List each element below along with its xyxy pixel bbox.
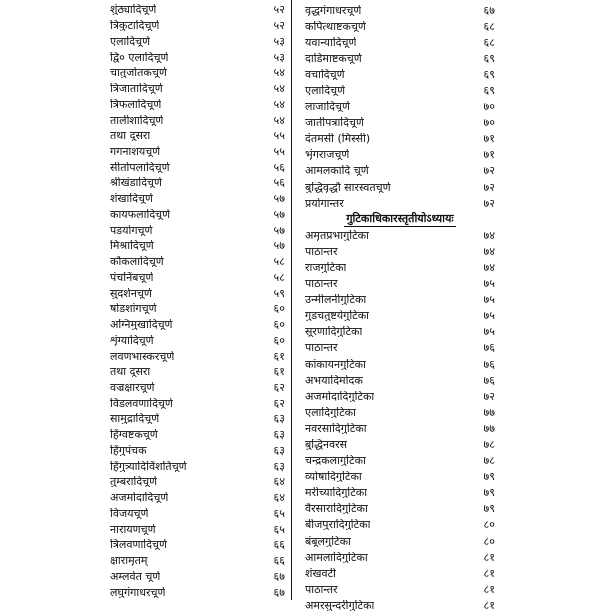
entry-page-number: ७७ [483, 405, 495, 419]
index-entry [305, 565, 495, 581]
index-entry [305, 420, 495, 436]
entry-title: नवरसादिगुटिका [305, 422, 367, 434]
index-entry [110, 112, 285, 128]
entry-title: कायफलादिचूर्ण [110, 208, 171, 220]
entry-page-number: ६४ [273, 475, 285, 489]
entry-page-number: ५७ [273, 207, 285, 221]
entry-page-number: ७० [483, 100, 495, 114]
entry-page-number: ६३ [273, 459, 285, 473]
entry-title: दाडिमाष्टकचूर्ण [305, 52, 362, 64]
entry-title: क्षारामृतम् [110, 555, 148, 567]
index-entry [305, 34, 495, 50]
index-entry [110, 18, 285, 34]
entry-title: विडलवणादिचूर्ण [110, 397, 173, 409]
entry-page-number: ५८ [273, 255, 285, 269]
index-entry [110, 443, 285, 459]
entry-page-number: ६१ [273, 349, 285, 363]
index-entry [110, 222, 285, 238]
entry-title: त्रिफलादिचूर्ण [110, 98, 162, 110]
entry-page-number: ५२ [273, 3, 285, 17]
index-entry [305, 388, 495, 404]
entry-page-number: ६५ [273, 522, 285, 536]
entry-title: नारायणचूर्ण [110, 523, 156, 535]
entry-page-number: ५८ [273, 270, 285, 284]
entry-page-number: ७४ [483, 244, 495, 258]
index-entry [110, 568, 285, 584]
index-entry [110, 364, 285, 380]
entry-page-number: ७५ [483, 277, 495, 291]
index-entry [110, 33, 285, 49]
entry-page-number: ६६ [273, 554, 285, 568]
entry-page-number: ७८ [483, 437, 495, 451]
index-entry [110, 191, 285, 207]
entry-page-number: ६० [273, 318, 285, 332]
entry-title: तथा दूसरा [110, 366, 151, 378]
entry-page-number: ५२ [273, 19, 285, 33]
index-entry [305, 501, 495, 517]
entry-page-number: ८१ [483, 550, 495, 564]
index-entry [305, 99, 495, 115]
entry-title: लवणभास्करचूर्ण [110, 350, 175, 362]
index-entry [110, 490, 285, 506]
index-entry [110, 285, 285, 301]
entry-page-number: ६४ [273, 491, 285, 505]
entry-title: पाठान्तर [305, 583, 338, 595]
entry-title: विजयचूर्ण [110, 507, 149, 519]
index-entry [110, 254, 285, 270]
right-column [305, 0, 495, 612]
index-entry [110, 427, 285, 443]
left-column [110, 0, 285, 600]
entry-page-number: ६९ [483, 84, 495, 98]
index-entry [110, 584, 285, 600]
entry-title: एलादिचूर्ण [110, 35, 151, 47]
entry-title: श्रीखंडादिचूर्ण [110, 177, 162, 189]
index-entry [305, 340, 495, 356]
entry-page-number: ६८ [483, 35, 495, 49]
entry-page-number: ६३ [273, 428, 285, 442]
index-entry [305, 18, 495, 34]
entry-page-number: ५७ [273, 239, 285, 253]
entry-page-number: ७२ [483, 164, 495, 178]
index-entry [110, 348, 285, 364]
entry-title: पाठान्तर [305, 342, 338, 354]
entry-title: कांकायनगुटिका [305, 358, 366, 370]
index-entry [110, 175, 285, 191]
entry-page-number: ८१ [483, 582, 495, 596]
index-entry [110, 207, 285, 223]
entry-page-number: ७६ [483, 357, 495, 371]
entry-title: गगनाशयचूर्ण [110, 145, 161, 157]
index-entry [110, 474, 285, 490]
entry-page-number: ७२ [483, 180, 495, 194]
entry-page-number: ५६ [273, 160, 285, 174]
entry-page-number: ५५ [273, 129, 285, 143]
entry-page-number: ६९ [483, 67, 495, 81]
entry-title: अजमोदादिगुटिका [305, 390, 375, 402]
entry-title: एलादिगुटिका [305, 406, 356, 418]
index-entry [305, 2, 495, 18]
chapter-heading-text: गुटिकाधिकारस्तृतीयोऽध्यायः [346, 212, 454, 226]
chapter-heading [305, 211, 495, 227]
index-entry [110, 144, 285, 160]
index-entry [305, 533, 495, 549]
entry-page-number: ५९ [273, 286, 285, 300]
column-divider [291, 0, 292, 600]
entry-title: जातीपत्रादिचूर्ण [305, 117, 364, 129]
index-entry [305, 163, 495, 179]
entry-page-number: ५६ [273, 176, 285, 190]
entry-title: चातुर्जातकचूर्ण [110, 67, 167, 79]
entry-title: बुद्धिनवरस [305, 438, 348, 450]
entry-title: दंतमसी (मिस्सी) [305, 133, 371, 145]
entry-page-number: ६२ [273, 396, 285, 410]
entry-page-number: ५५ [273, 144, 285, 158]
entry-title: बीजपुरादिगुटिका [305, 519, 371, 531]
index-entry [305, 179, 495, 195]
index-entry [305, 82, 495, 98]
entry-title: पाठान्तर [305, 245, 338, 257]
entry-page-number: ६० [273, 333, 285, 347]
entry-page-number: ५४ [273, 113, 285, 127]
index-entry [110, 317, 285, 333]
index-entry [305, 292, 495, 308]
entry-title: पडयोगचूर्ण [110, 224, 153, 236]
index-entry [305, 227, 495, 243]
entry-page-number: ५४ [273, 82, 285, 96]
entry-title: शंखादिचूर्ण [110, 193, 153, 205]
index-entry [110, 49, 285, 65]
entry-page-number: ७९ [483, 486, 495, 500]
entry-title: द्वि० एलादिचूर्ण [110, 51, 169, 63]
index-entry [305, 115, 495, 131]
entry-title: लाजादिचूर्ण [305, 101, 350, 113]
entry-page-number: ६३ [273, 443, 285, 457]
entry-page-number: ६६ [273, 538, 285, 552]
entry-page-number: ७५ [483, 325, 495, 339]
entry-title: कपित्थाष्टकचूर्ण [305, 20, 366, 32]
entry-title: अभयादिमोदक [305, 374, 363, 386]
entry-title: त्रिलवणादिचूर्ण [110, 539, 167, 551]
entry-title: वैरसारादिगुटिका [305, 503, 368, 515]
index-entry [110, 128, 285, 144]
right-bottom-entries [305, 227, 495, 613]
entry-page-number: ६८ [483, 19, 495, 33]
entry-page-number: ५७ [273, 192, 285, 206]
index-entry [110, 269, 285, 285]
entry-page-number: ६७ [273, 569, 285, 583]
entry-page-number: ६३ [273, 412, 285, 426]
entry-title: यवान्यादिचूर्ण [305, 36, 357, 48]
index-entry [305, 453, 495, 469]
index-entry [110, 521, 285, 537]
index-entry [110, 332, 285, 348]
entry-title: चन्द्रकलागुटिका [305, 455, 366, 467]
entry-page-number: ७४ [483, 228, 495, 242]
entry-page-number: ७६ [483, 373, 495, 387]
entry-page-number: ८० [483, 534, 495, 548]
entry-title: शुंठ्यादिचूर्ण [110, 4, 157, 16]
index-entry [305, 324, 495, 340]
entry-title: अमरसुन्दरीगुटिका [305, 599, 375, 611]
entry-title: अम्लवेत चूर्ण [110, 570, 161, 582]
entry-page-number: ८० [483, 518, 495, 532]
entry-title: मिश्रादिचूर्ण [110, 240, 154, 252]
entry-page-number: ७२ [483, 389, 495, 403]
entry-page-number: ७५ [483, 309, 495, 323]
entry-title: हिंग्वष्टकचूर्ण [110, 429, 158, 441]
index-entry [110, 553, 285, 569]
entry-title: कौकलादिचूर्ण [110, 256, 164, 268]
index-entry [110, 2, 285, 18]
index-entry [305, 50, 495, 66]
index-entry [305, 308, 495, 324]
index-entry [110, 506, 285, 522]
entry-page-number: ७२ [483, 196, 495, 210]
index-entry [305, 195, 495, 211]
index-entry [110, 96, 285, 112]
entry-page-number: ७४ [483, 260, 495, 274]
right-top-entries [305, 2, 495, 211]
index-entry [305, 581, 495, 597]
entry-title: तथा दूसरा [110, 130, 151, 142]
entry-title: व्योषादिगुटिका [305, 471, 362, 483]
index-entry [305, 276, 495, 292]
entry-title: लघुगंगाधरचूर्ण [110, 586, 166, 598]
index-entry [110, 537, 285, 553]
entry-page-number: ७७ [483, 421, 495, 435]
entry-page-number: ६१ [273, 365, 285, 379]
entry-title: मरीच्यादिगुटिका [305, 487, 368, 499]
entry-page-number: ५७ [273, 223, 285, 237]
entry-title: षोडशांगचूर्ण [110, 303, 157, 315]
index-entry [110, 380, 285, 396]
index-entry [305, 243, 495, 259]
index-entry [305, 259, 495, 275]
entry-title: सामुद्रादिचूर्ण [110, 413, 160, 425]
entry-title: शंखवटी [305, 567, 336, 579]
entry-page-number: ५४ [273, 97, 285, 111]
index-entry [110, 458, 285, 474]
entry-title: त्रिजातादिचूर्ण [110, 83, 163, 95]
entry-page-number: ७६ [483, 341, 495, 355]
entry-title: त्रिकुटादिचूर्ण [110, 20, 160, 32]
entry-page-number: ७८ [483, 454, 495, 468]
index-entry [305, 356, 495, 372]
entry-page-number: ५४ [273, 66, 285, 80]
entry-title: राजगुटिका [305, 261, 347, 273]
entry-title: शृंग्यादिचूर्ण [110, 334, 154, 346]
index-entry [305, 147, 495, 163]
index-entry [305, 436, 495, 452]
entry-title: वचादिचूर्ण [305, 68, 345, 80]
index-entry [305, 66, 495, 82]
entry-title: वज्रक्षारचूर्ण [110, 381, 155, 393]
index-entry [110, 301, 285, 317]
entry-page-number: ५३ [273, 34, 285, 48]
entry-page-number: ६९ [483, 51, 495, 65]
entry-page-number: ७५ [483, 293, 495, 307]
index-entry [305, 517, 495, 533]
entry-page-number: ७० [483, 116, 495, 130]
entry-title: वृद्धगंगाधरचूर्ण [305, 4, 362, 16]
entry-page-number: ७९ [483, 502, 495, 516]
index-entry [305, 469, 495, 485]
entry-title: सूरणादिगुटिका [305, 326, 363, 338]
entry-page-number: ६२ [273, 380, 285, 394]
entry-title: हिंगुपंचक [110, 444, 147, 456]
entry-title: पाठान्तर [305, 278, 338, 290]
index-entry [110, 81, 285, 97]
entry-title: बंबूलगुटिका [305, 535, 351, 547]
entry-page-number: ७१ [483, 148, 495, 162]
index-entry [305, 404, 495, 420]
entry-page-number: ६७ [273, 585, 285, 599]
index-entry [110, 238, 285, 254]
entry-title: बुद्धिवृद्धौ सारस्वतचूर्ण [305, 181, 391, 193]
entry-page-number: ६५ [273, 506, 285, 520]
entry-title: उन्मीलनीगुटिका [305, 294, 367, 306]
index-entry [305, 372, 495, 388]
entry-title: अग्निमुखादिचूर्ण [110, 319, 173, 331]
entry-title: आमलकादि चूर्ण [305, 165, 369, 177]
index-entry [110, 395, 285, 411]
entry-page-number: ५३ [273, 50, 285, 64]
index-entry [110, 411, 285, 427]
entry-title: सीतोपलादिचूर्ण [110, 161, 170, 173]
index-entry [305, 131, 495, 147]
entry-title: तुम्बरादिचूर्ण [110, 476, 158, 488]
index-entry [305, 485, 495, 501]
entry-title: भृंगराजचूर्ण [305, 149, 350, 161]
entry-title: आमलादिगुटिका [305, 551, 368, 563]
entry-title: प्रयोगान्तर [305, 197, 344, 209]
entry-title: सुदर्शनचूर्ण [110, 287, 152, 299]
entry-page-number: ८१ [483, 566, 495, 580]
entry-page-number: ६७ [483, 3, 495, 17]
entry-title: तालीशादिचूर्ण [110, 114, 164, 126]
entry-title: अजमोदादिचूर्ण [110, 492, 169, 504]
entry-page-number: ८१ [483, 598, 495, 612]
entry-title: पंचनिंबचूर्ण [110, 271, 154, 283]
entry-title: अमृतप्रभागुटिका [305, 229, 369, 241]
entry-title: गुडचतुष्टयेगुटिका [305, 310, 370, 322]
entry-page-number: ७९ [483, 470, 495, 484]
index-entry [110, 65, 285, 81]
entry-title: हिंगुत्र्यादिविंशतिचूर्ण [110, 460, 187, 472]
index-entry [305, 549, 495, 565]
index-entry [110, 159, 285, 175]
entry-page-number: ७१ [483, 132, 495, 146]
entry-title: एलादिचूर्ण [305, 85, 346, 97]
entry-page-number: ६० [273, 302, 285, 316]
